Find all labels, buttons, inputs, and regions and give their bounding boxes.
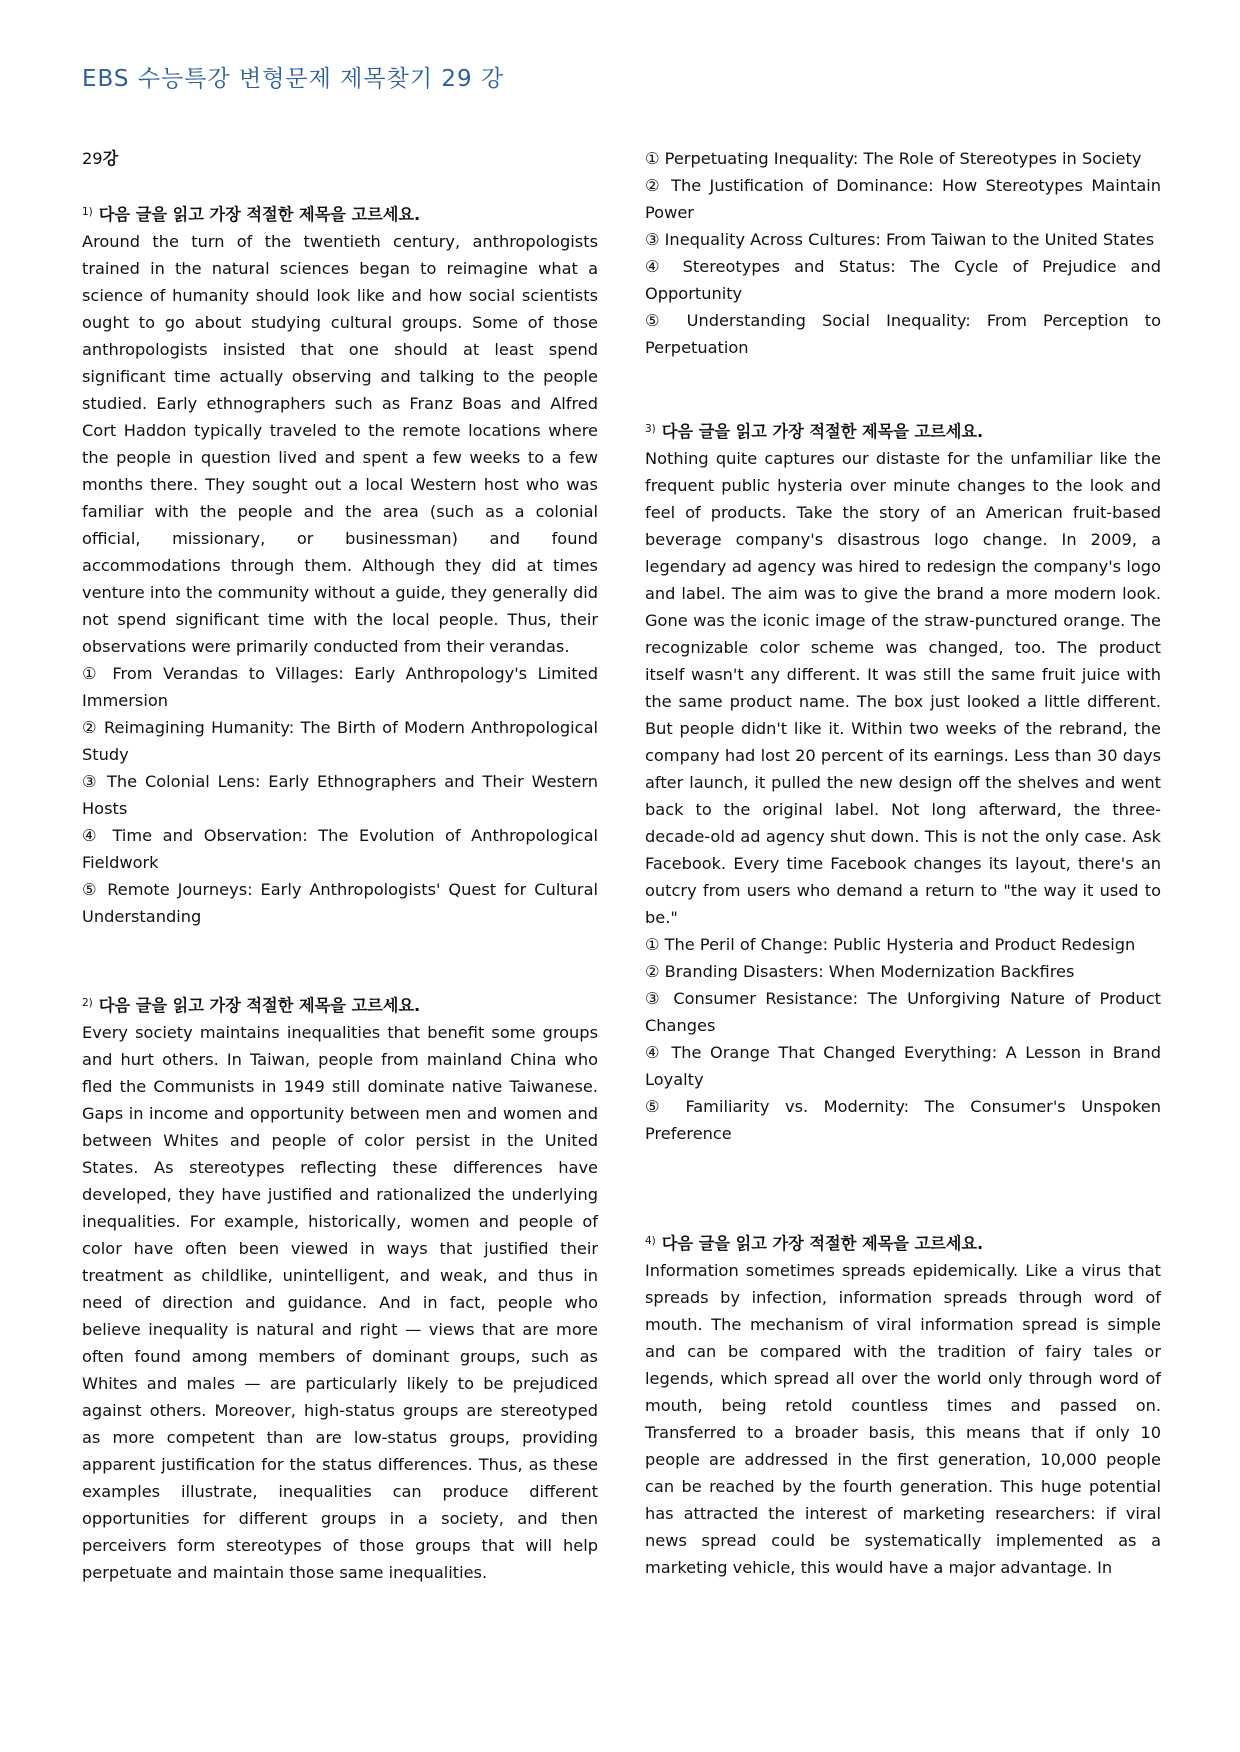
answer-option-2[interactable]: ② Reimagining Humanity: The Birth of Modern Anthropological Study: [82, 718, 598, 764]
answer-option-1[interactable]: ① The Peril of Change: Public Hysteria and Product Redesign: [645, 935, 1136, 954]
question-heading: [82, 990, 598, 1019]
answer-option-1[interactable]: ① From Verandas to Villages: Early Anthropology's Limited Immersion: [82, 664, 598, 710]
answer-option-4[interactable]: ④ Time and Observation: The Evolution of Anthropological Fieldwork: [82, 826, 598, 872]
question-prompt: 다음 글을 읽고 가장 적절한 제목을 고르세요.: [98, 205, 421, 224]
question-1: [82, 199, 598, 930]
question-heading: [645, 416, 1161, 445]
answer-option-3[interactable]: ③ Inequality Across Cultures: From Taiwan to the United States: [645, 230, 1155, 249]
question-heading: [82, 199, 598, 228]
answer-options: [645, 931, 1161, 1147]
answer-option-4[interactable]: ④ The Orange That Changed Everything: A Lesson in Brand Loyalty: [645, 1043, 1161, 1089]
passage-text: Nothing quite captures our distaste for the unfamiliar like the frequent public hysteria over minute changes to the look and feel of products. Take the story of an American fruit-based beverage company's disastrous logo change. In 2009, a legendary ad agency was hired to redesign the company's logo and label. The aim was to give the brand a more modern look. Gone was the iconic image of the straw-punctured orange. The recognizable color scheme was changed, too. The product itself wasn't any different. It was still the same fruit juice with the same product name. The box just looked a little different. But people didn't like it. Within two weeks of the rebrand, the company had lost 20 percent of its earnings. Less than 30 days after launch, it pulled the new design off the shelves and went back to the original label. Not long afterward, the three-decade-old ad agency shut down. This is not the only case. Ask Facebook. Every time Facebook changes its layout, there's an outcry from users who demand a return to "the way it used to be.": [645, 449, 1161, 927]
answer-option-4[interactable]: ④ Stereotypes and Status: The Cycle of Prejudice and Opportunity: [645, 257, 1161, 303]
question-number: 4): [645, 1235, 656, 1247]
question-4: [645, 1228, 1161, 1581]
question-number: 3): [645, 423, 656, 435]
passage-text: Information sometimes spreads epidemically. Like a virus that spreads by infection, information spreads through word of mouth. The mechanism of viral information spread is simple and can be compared with the tradition of fairy tales or legends, which spread all over the world only through word of mouth, being retold countless times and passed on. Transferred to a broader basis, this means that if only 10 people are addressed in the first generation, 10,000 people can be reached by the fourth generation. This huge potential has attracted the interest of marketing researchers: if viral news spread could be systematically implemented as a marketing vehicle, this would have a major advantage. In: [645, 1261, 1161, 1577]
answer-option-2[interactable]: ② Branding Disasters: When Modernization Backfires: [645, 962, 1075, 981]
question-number: 2): [82, 997, 93, 1009]
answer-options: [82, 660, 598, 930]
answer-option-5[interactable]: ⑤ Familiarity vs. Modernity: The Consumer's Unspoken Preference: [645, 1097, 1161, 1143]
answer-option-3[interactable]: ③ The Colonial Lens: Early Ethnographers and Their Western Hosts: [82, 772, 598, 818]
question-number: 1): [82, 206, 93, 218]
question-2: [82, 990, 598, 1586]
page-header-title: EBS 수능특강 변형문제 제목찾기 29 강: [82, 66, 505, 92]
question-prompt: 다음 글을 읽고 가장 적절한 제목을 고르세요.: [661, 1234, 984, 1253]
question-prompt: 다음 글을 읽고 가장 적절한 제목을 고르세요.: [98, 996, 421, 1015]
left-column: [82, 145, 598, 1586]
question-heading: [645, 1228, 1161, 1257]
answer-option-2[interactable]: ② The Justification of Dominance: How Stereotypes Maintain Power: [645, 176, 1161, 222]
right-column: [645, 145, 1161, 1581]
passage-text: Every society maintains inequalities that benefit some groups and hurt others. In Taiwan, people from mainland China who fled the Communists in 1949 still dominate native Taiwanese. Gaps in income and opportunity between men and women and between Whites and people of color persist in the United States. As stereotypes reflecting these differences have developed, they have justified and rationalized the underlying inequalities. For example, historically, women and people of color have often been viewed in ways that justified their treatment as childlike, unintelligent, and weak, and thus in need of direction and guidance. And in fact, people who believe inequality is natural and right — views that are more often found among members of dominant groups, such as Whites and males — are particularly likely to be prejudiced against others. Moreover, high-status groups are stereotyped as more competent than are low-status groups, providing apparent justification for the status differences. Thus, as these examples illustrate, inequalities can produce different opportunities for different groups in a society, and then perceivers form stereotypes of those groups that will help perpetuate and maintain those same inequalities.: [82, 1023, 598, 1582]
answer-option-5[interactable]: ⑤ Remote Journeys: Early Anthropologists' Quest for Cultural Understanding: [82, 880, 598, 926]
answer-option-5[interactable]: ⑤ Understanding Social Inequality: From Perception to Perpetuation: [645, 311, 1161, 357]
question-3: [645, 416, 1161, 1147]
answer-options: [645, 145, 1161, 361]
section-label: 29강: [82, 149, 119, 168]
answer-option-1[interactable]: ① Perpetuating Inequality: The Role of Stereotypes in Society: [645, 149, 1142, 168]
answer-option-3[interactable]: ③ Consumer Resistance: The Unforgiving Nature of Product Changes: [645, 989, 1161, 1035]
passage-text: Around the turn of the twentieth century, anthropologists trained in the natural sciences began to reimagine what a science of humanity should look like and how social scientists ought to go about studying cultural groups. Some of those anthropologists insisted that one should at least spend significant time actually observing and talking to the people studied. Early ethnographers such as Franz Boas and Alfred Cort Haddon typically traveled to the remote locations where the people in question lived and spent a few weeks to a few months there. They sought out a local Western host who was familiar with the people and the area (such as a colonial official, missionary, or businessman) and found accommodations through them. Although they did at times venture into the community without a guide, they generally did not spend significant time with the local people. Thus, their observations were primarily conducted from their verandas.: [82, 232, 598, 656]
question-prompt: 다음 글을 읽고 가장 적절한 제목을 고르세요.: [661, 422, 984, 441]
